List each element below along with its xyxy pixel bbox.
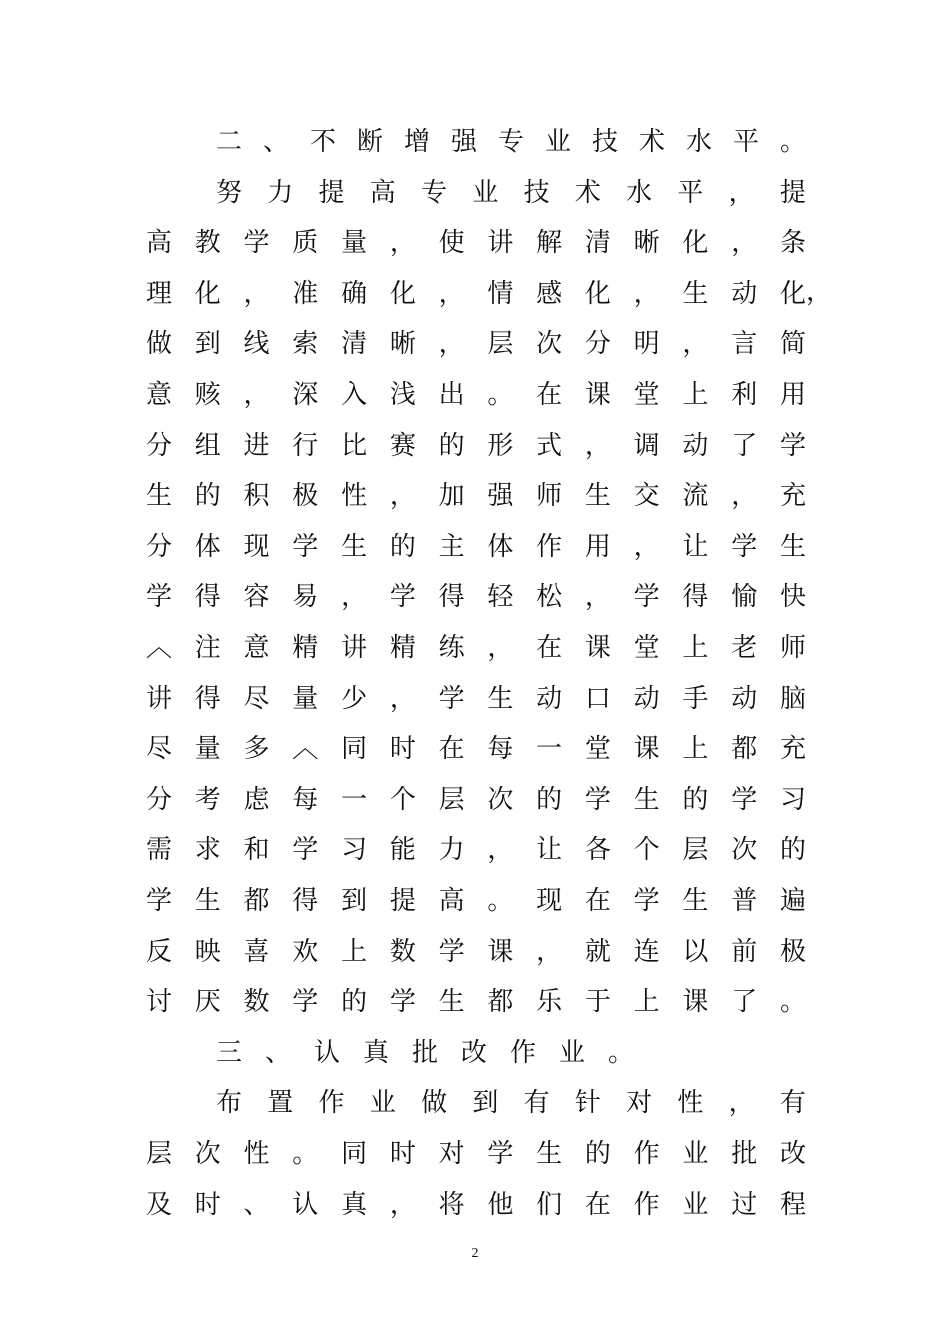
text-line: 层 次 性 。 同 时 对 学 生 的 作 业 批 改 [146,1139,806,1169]
text-line: 需 求 和 学 习 能 力 ， 让 各 个 层 次 的 [146,835,806,865]
text-line: 布 置 作 业 做 到 有 针 对 性 ， 有 [216,1088,806,1118]
text-line: 学 得 容 易 ， 学 得 轻 松 ， 学 得 愉 快 [146,582,806,612]
text-line: 尽 量 多 ︿ 同 时 在 每 一 堂 课 上 都 充 [146,734,806,764]
text-line: 理 化 ， 准 确 化 ， 情 感 化 ， 生 动 化 [146,279,806,309]
text-line: 讨 厌 数 学 的 学 生 都 乐 于 上 课 了 。 [146,987,806,1017]
text-line: 三 、 认 真 批 改 作 业 。 [216,1038,635,1068]
text-line: 分 组 进 行 比 赛 的 形 式 ， 调 动 了 学 [146,431,806,461]
text-line: 学 生 都 得 到 提 高 。 现 在 学 生 普 遍 [146,886,806,916]
text-line: 讲 得 尽 量 少 ， 学 生 动 口 动 手 动 脑 [146,684,806,714]
text-line: 分 体 现 学 生 的 主 体 作 用 ， 让 学 生 [146,532,806,562]
text-line: 高 教 学 质 量 ， 使 讲 解 清 晰 化 ， 条 [146,228,806,258]
text-line: 反 映 喜 欢 上 数 学 课 ， 就 连 以 前 极 [146,937,806,967]
text-line: 生 的 积 极 性 ， 加 强 师 生 交 流 ， 充 [146,481,806,511]
text-line: 做 到 线 索 清 晰 ， 层 次 分 明 ， 言 简 [146,329,806,359]
text-line: 二 、 不 断 增 强 专 业 技 术 水 平 。 [216,127,807,157]
text-line: ︿ 注 意 精 讲 精 练 ， 在 课 堂 上 老 师 [146,633,806,663]
page-number: 2 [471,1246,479,1261]
text-line: 及 时 、 认 真 ， 将 他 们 在 作 业 过 程 [146,1190,806,1220]
trailing-comma: ， [806,277,833,307]
text-line: 意 赅 ， 深 入 浅 出 。 在 课 堂 上 利 用 [146,380,806,410]
text-line: 努 力 提 高 专 业 技 术 水 平 ， 提 [216,178,806,208]
text-line: 分 考 虑 每 一 个 层 次 的 学 生 的 学 习 [146,785,806,815]
